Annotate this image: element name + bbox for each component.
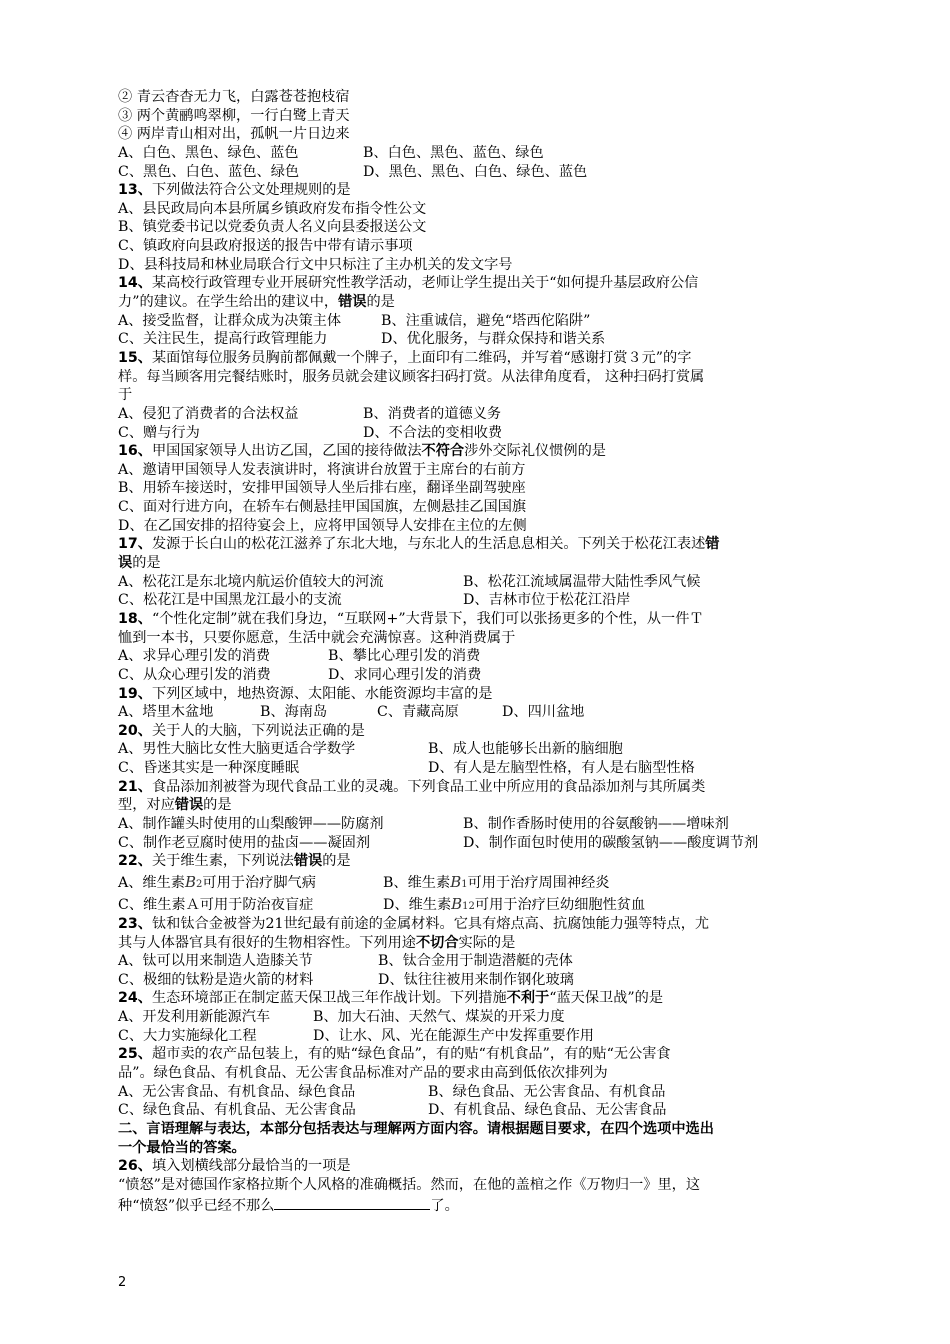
- option-text: D、维生素: [383, 896, 452, 913]
- q26-stem: [118, 1157, 833, 1176]
- q15-option-b: B、消费者的道德义务: [363, 405, 502, 422]
- q21-stem-line-2: [118, 796, 833, 815]
- q23-option-d: D、钛往往被用来制作钢化玻璃: [378, 971, 574, 988]
- q12-option-d: D、黑色、黑色、白色、绿色、蓝色: [363, 163, 588, 180]
- vitamin-subscript: 2: [196, 878, 203, 890]
- question-text: 某高校行政管理专业开展研究性教学活动，老师让学生提出关于“如何提升基层政府公信: [151, 275, 699, 292]
- q15-option-d: D、不合法的变相收费: [363, 424, 503, 441]
- q13-option-c: C、镇政府向县政府报送的报告中带有请示事项: [118, 238, 413, 255]
- question-text: 某面馆每位服务员胸前都佩戴一个牌子，上面印有二维码，并写着“感谢打赏３元”的字: [151, 349, 692, 366]
- q16-option-b: B、用轿车接送时，安排甲国领导人坐后排右座，翻译坐副驾驶座: [118, 480, 526, 497]
- q19-option-a: A、塔里木盆地: [118, 704, 214, 721]
- emphasis: 误: [118, 555, 133, 572]
- q12-options-row-1: [118, 144, 833, 163]
- question-text: 实际的是: [458, 934, 516, 951]
- q21-options-row-2: [118, 834, 833, 853]
- emphasis: 错误: [338, 294, 367, 311]
- question-text: 填入划横线部分最恰当的一项是: [151, 1158, 351, 1175]
- vitamin-letter: B: [450, 872, 462, 891]
- question-number: 22、: [118, 853, 152, 870]
- vitamin-symbol: [450, 873, 467, 891]
- q18-option-a: A、求异心理引发的消费: [118, 648, 271, 665]
- q21-option-c: C、制作老豆腐时使用的盐卤——凝固剂: [118, 834, 371, 851]
- question-text: 的是: [322, 853, 351, 870]
- q13-stem: [118, 181, 833, 200]
- q18-stem-line-1: [118, 610, 833, 629]
- q18-option-b: B、攀比心理引发的消费: [328, 648, 481, 665]
- q17-option-b: B、松花江流域属温带大陆性季风气候: [463, 573, 701, 590]
- vitamin-letter: B: [185, 872, 197, 891]
- question-number: 13、: [118, 182, 152, 199]
- option-text: 可用于治疗周围神经炎: [467, 874, 610, 891]
- q17-options-row-2: [118, 591, 833, 610]
- q13-option-d: D、县科技局和林业局联合行文中只标注了主办机关的发文字号: [118, 256, 513, 273]
- q14-option-c: C、关注民生，提高行政管理能力: [118, 331, 328, 348]
- q18-options-row-1: [118, 647, 833, 666]
- option-text: B、维生素: [383, 874, 451, 891]
- emphasis: 错: [705, 536, 720, 553]
- q25-options-row-2: [118, 1101, 833, 1120]
- question-text: 型，对应: [118, 797, 175, 814]
- question-text: 的是: [132, 555, 161, 572]
- q12-option-a: A、白色、黑色、绿色、蓝色: [118, 144, 299, 161]
- q21-option-d: D、制作面包时使用的碳酸氢钠——酸度调节剂: [463, 834, 759, 851]
- passage-text: 了。: [430, 1197, 459, 1214]
- q24-option-d: D、让水、风、光在能源生产中发挥重要作用: [313, 1027, 594, 1044]
- q20-option-d: D、有人是左脑型性格，有人是右脑型性格: [428, 760, 695, 777]
- q15-stem-line-1: [118, 349, 833, 368]
- q13-option-a: A、县民政局向本县所属乡镇政府发布指令性公文: [118, 200, 427, 217]
- q21-option-a: A、制作罐头时使用的山梨酸钾——防腐剂: [118, 815, 384, 832]
- q25-option-d: D、有机食品、绿色食品、无公害食品: [428, 1102, 667, 1119]
- question-text: 涉外交际礼仪惯例的是: [464, 443, 606, 460]
- question-number: 20、: [118, 722, 152, 739]
- question-number: 16、: [118, 443, 152, 460]
- q23-stem-line-1: [118, 915, 833, 934]
- q15-stem-line-2: 样。每当顾客用完餐结账时，服务员就会建议顾客扫码打赏。从法律角度看， 这种扫码打赏属: [118, 368, 705, 385]
- q25-stem-line-2: 品”。绿色食品、有机食品、无公害食品标准对产品的要求由高到低依次排列为: [118, 1065, 608, 1082]
- q13-option-b: B、镇党委书记以党委负责人名义向县委报送公文: [118, 219, 427, 236]
- question-text: “蓝天保卫战”的是: [549, 990, 664, 1007]
- question-number: 21、: [118, 778, 152, 795]
- q23-stem-line-2: [118, 934, 833, 953]
- q17-stem-line-1: [118, 535, 833, 554]
- vitamin-subscript: 1: [461, 878, 468, 890]
- q15-option-c: C、赠与行为: [118, 424, 200, 441]
- vitamin-letter: B: [451, 894, 463, 913]
- q18-option-c: C、从众心理引发的消费: [118, 666, 271, 683]
- q12-option-b: B、白色、黑色、蓝色、绿色: [363, 144, 544, 161]
- q25-stem-line-1: [118, 1045, 833, 1064]
- question-text: 甲国国家领导人出访乙国，乙国的接待做法: [151, 443, 422, 460]
- question-number: 26、: [118, 1158, 152, 1175]
- q12-option-c: C、黑色、白色、蓝色、绿色: [118, 163, 300, 180]
- vitamin-subscript: 12: [462, 900, 475, 912]
- vitamin-symbol: [185, 873, 202, 891]
- poem-line: ② 青云杳杳无力飞，白露苍苍抱枝宿: [118, 89, 350, 105]
- q24-option-a: A、开发利用新能源汽车: [118, 1009, 271, 1026]
- q24-option-c: C、大力实施绿化工程: [118, 1027, 257, 1044]
- question-number: 14、: [118, 275, 152, 292]
- q16-option-a: A、邀请甲国领导人发表演讲时，将演讲台放置于主席台的右前方: [118, 461, 526, 478]
- question-number: 19、: [118, 685, 152, 702]
- q24-option-b: B、加大石油、天然气、煤炭的开采力度: [313, 1009, 565, 1026]
- q22-stem: [118, 852, 833, 871]
- q14-options-row-1: [118, 312, 833, 331]
- question-number: 15、: [118, 349, 152, 366]
- q20-stem: [118, 722, 833, 741]
- q18-stem-line-2: 恤到一本书，只要你愿意，生活中就会充满惊喜。这种消费属于: [118, 629, 516, 646]
- q18-options-row-2: [118, 666, 833, 685]
- q20-option-c: C、昏迷其实是一种深度睡眠: [118, 760, 300, 777]
- emphasis: 错误: [293, 853, 323, 870]
- question-text: 关于人的大脑，下列说法正确的是: [151, 722, 365, 739]
- exam-page: [118, 88, 833, 1213]
- question-text: 钛和钛合金被誉为21世纪最有前途的金属材料。它具有熔点高、抗腐蚀能力强等特点，尤: [151, 915, 710, 932]
- q16-option-c: C、面对行进方向，在轿车右侧悬挂甲国国旗，左侧悬挂乙国国旗: [118, 499, 527, 516]
- poem-line: ④ 两岸青山相对出，孤帆一片日边来: [118, 126, 350, 143]
- question-text: 生态环境部正在制定蓝天保卫战三年作战计划。下列措施: [151, 990, 507, 1007]
- q19-option-d: D、四川盆地: [502, 704, 585, 721]
- q22-options-row-1: [118, 871, 833, 893]
- q12-options-row-2: [118, 163, 833, 182]
- q17-option-d: D、吉林市位于松花江沿岸: [463, 592, 631, 609]
- question-number: 23、: [118, 915, 152, 932]
- question-text: 下列做法符合公文处理规则的是: [151, 182, 351, 199]
- emphasis: 不切合: [415, 934, 459, 951]
- question-text: 其与人体器官具有很好的生物相容性。下列用途: [118, 934, 416, 951]
- q19-options-row: [118, 703, 833, 722]
- q24-options-row-1: [118, 1008, 833, 1027]
- question-number: 18、: [118, 610, 152, 627]
- q14-options-row-2: [118, 330, 833, 349]
- q17-stem-line-2: [118, 554, 833, 573]
- q14-stem-line-2: [118, 293, 833, 312]
- q23-option-a: A、钛可以用来制造人造膝关节: [118, 953, 313, 970]
- question-text: 力”的建议。在学生给出的建议中，: [118, 294, 339, 311]
- q25-option-b: B、绿色食品、无公害食品、有机食品: [428, 1083, 666, 1100]
- q14-option-a: A、接受监督，让群众成为决策主体: [118, 312, 342, 329]
- q19-option-b: B、海南岛: [260, 704, 328, 721]
- q15-stem-line-3: 于: [118, 387, 133, 404]
- poem-line: ③ 两个黄鹂鸣翠柳，一行白鹭上青天: [118, 107, 350, 124]
- emphasis: 不利于: [506, 990, 550, 1007]
- q22-options-row-2: [118, 893, 833, 915]
- q25-option-c: C、绿色食品、有机食品、无公害食品: [118, 1102, 356, 1119]
- q24-options-row-2: [118, 1027, 833, 1046]
- q15-option-a: A、侵犯了消费者的合法权益: [118, 405, 299, 422]
- vitamin-symbol: [451, 895, 475, 913]
- q26-text-line-2: [118, 1195, 833, 1214]
- q24-stem: [118, 989, 833, 1008]
- q17-options-row-1: [118, 573, 833, 592]
- q25-option-a: A、无公害食品、有机食品、绿色食品: [118, 1083, 356, 1100]
- question-text: 的是: [366, 294, 395, 311]
- option-text: 可用于治疗巨幼细胞性贫血: [474, 896, 646, 913]
- q21-option-b: B、制作香肠时使用的谷氨酸钠——增味剂: [463, 815, 729, 832]
- q23-options-row-2: [118, 971, 833, 990]
- question-text: 关于维生素，下列说法: [151, 853, 294, 870]
- q20-options-row-2: [118, 759, 833, 778]
- q23-option-b: B、钛合金用于制造潜艇的壳体: [378, 953, 573, 970]
- q16-stem: [118, 442, 833, 461]
- question-number: 25、: [118, 1046, 152, 1063]
- q25-options-row-1: [118, 1083, 833, 1102]
- emphasis: 错误: [174, 797, 204, 814]
- option-text: A、维生素: [118, 874, 185, 891]
- q26-text-line-1: “愤怒”是对德国作家格拉斯个人风格的准确概括。然而，在他的盖棺之作《万物归一》里，这: [118, 1176, 701, 1193]
- q17-option-c: C、松花江是中国黑龙江最小的支流: [118, 592, 342, 609]
- q17-option-a: A、松花江是东北境内航运价值较大的河流: [118, 573, 384, 590]
- page-number: 2: [118, 1275, 127, 1290]
- q20-option-a: A、男性大脑比女性大脑更适合学数学: [118, 741, 356, 758]
- q15-options-row-2: [118, 424, 833, 443]
- q18-option-d: D、求同心理引发的消费: [328, 666, 482, 683]
- q15-options-row-1: [118, 405, 833, 424]
- question-number: 17、: [118, 536, 152, 553]
- q20-options-row-1: [118, 740, 833, 759]
- section-heading-line-2: 一个最恰当的答案。: [118, 1139, 246, 1156]
- section-heading-line-1: 二、言语理解与表达，本部分包括表达与理解两方面内容。请根据题目要求，在四个选项中选出: [118, 1120, 714, 1137]
- q23-options-row-1: [118, 952, 833, 971]
- passage-text: 种“愤怒”似乎已经不那么: [118, 1197, 275, 1214]
- q20-option-b: B、成人也能够长出新的脑细胞: [428, 741, 623, 758]
- q22-option-c: C、维生素Ａ可用于防治夜盲症: [118, 896, 314, 913]
- question-text: 食品添加剂被誉为现代食品工业的灵魂。下列食品工业中所应用的食品添加剂与其所属类: [151, 778, 706, 795]
- q16-option-d: D、在乙国安排的招待宴会上，应将甲国领导人安排在主位的左侧: [118, 517, 527, 534]
- q14-option-d: D、优化服务，与群众保持和谐关系: [381, 331, 606, 348]
- question-text: 发源于长白山的松花江滋养了东北大地，与东北人的生活息息相关。下列关于松花江表述: [151, 536, 706, 553]
- fill-in-blank: [274, 1195, 430, 1210]
- option-text: 可用于治疗脚气病: [202, 874, 316, 891]
- q19-option-c: C、青藏高原: [377, 704, 459, 721]
- q23-option-c: C、极细的钛粉是造火箭的材料: [118, 971, 314, 988]
- q21-stem-line-1: [118, 778, 833, 797]
- q21-options-row-1: [118, 815, 833, 834]
- question-text: “个性化定制”就在我们身边，“互联网+”大背景下，我们可以张扬更多的个性，从一件Ｔ: [151, 610, 704, 627]
- q14-stem-line-1: [118, 274, 833, 293]
- question-number: 24、: [118, 990, 152, 1007]
- q19-stem: [118, 685, 833, 704]
- q14-option-b: B、注重诚信，避免“塔西佗陷阱”: [381, 312, 591, 329]
- emphasis: 不符合: [421, 443, 465, 460]
- question-text: 超市卖的农产品包装上，有的贴“绿色食品”，有的贴“有机食品”，有的贴“无公害食: [151, 1046, 671, 1063]
- question-text: 的是: [203, 797, 232, 814]
- question-text: 下列区域中，地热资源、太阳能、水能资源均丰富的是: [151, 685, 493, 702]
